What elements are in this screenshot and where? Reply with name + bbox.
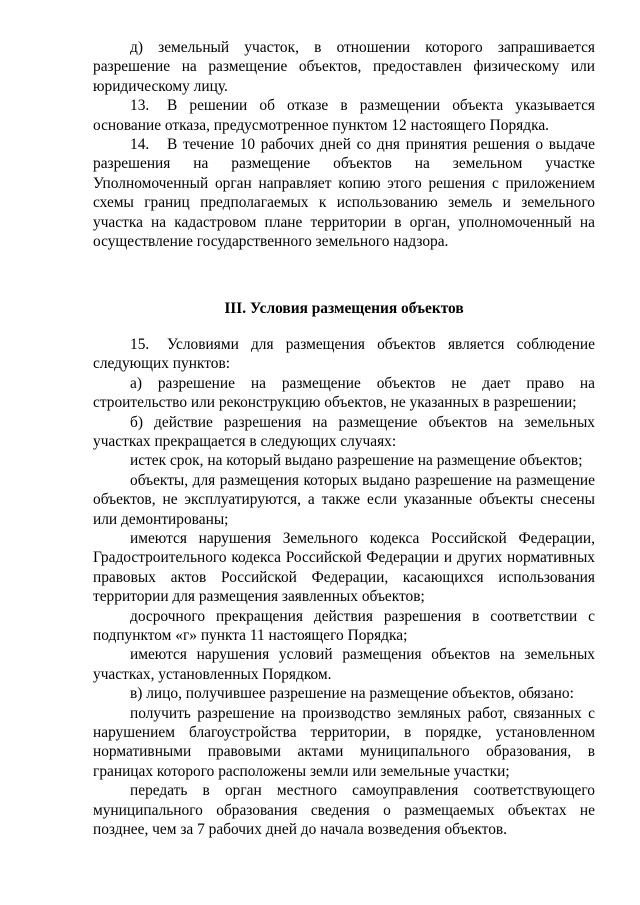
section-heading: III. Условия размещения объектов xyxy=(224,300,464,318)
paragraph-15-b-item-2: объекты, для размещения которых выдано разрешение на размещение объектов, не эксплуатируются, а также если указанные объекты снесены или демонтированы; xyxy=(93,471,595,528)
paragraph-14-number: 14. xyxy=(130,136,150,154)
paragraph-15-number: 15. xyxy=(130,335,150,353)
paragraph-15-b-item-4: досрочного прекращения действия разрешения в соответствии с подпунктом «г» пункта 11 настоящего Порядка; xyxy=(93,607,595,644)
paragraph-14-text: В течение 10 рабочих дней со дня принятия решения о выдаче разрешения на размещение объектов на земельном участке Уполномоченный орган направляет копию этого решения с приложением схемы границ предполагаемых к использованию земель и земельного участка на кадастровом плане территории в орган, уполномоченный на осуществление государственного земельного надзора. xyxy=(93,136,595,251)
paragraph-14 xyxy=(93,135,595,251)
paragraph-15-c-item-1: получить разрешение на производство земляных работ, связанных с нарушением благоустройства территории, в порядке, установленном нормативными правовыми актами муниципального образования, в границах которого расположены земли или земельные участки; xyxy=(93,704,595,780)
paragraph-15-c: в) лицо, получившее разрешение на размещение объектов, обязано: xyxy=(130,685,574,703)
paragraph-15 xyxy=(93,335,595,374)
paragraph-13-number: 13. xyxy=(130,97,150,115)
paragraph-15-text: Условиями для размещения объектов является соблюдение следующих пунктов: xyxy=(93,335,595,373)
paragraph-d: д) земельный участок, в отношении которого запрашивается разрешение на размещение объектов, предоставлен физическому или юридическому лицу. xyxy=(93,39,595,95)
paragraph-15-b-item-3: имеются нарушения Земельного кодекса Российской Федерации, Градостроительного кодекса Российской Федерации и других нормативных правовых актов Российской Федерации, касающихся использования территории для размещения заявленных объектов; xyxy=(93,529,595,606)
paragraph-15-b: б) действие разрешения на размещение объектов на земельных участках прекращается в следующих случаях: xyxy=(93,413,595,450)
paragraph-15-c-item-2: передать в орган местного самоуправления соответствующего муниципального образования сведения о размещаемых объектах не позднее, чем за 7 рабочих дней до начала возведения объектов. xyxy=(93,782,595,839)
document-page xyxy=(93,38,595,839)
paragraph-13-text: В решении об отказе в размещении объекта указывается основание отказа, предусмотренное пунктом 12 настоящего Порядка. xyxy=(93,97,595,134)
paragraph-15-b-item-1: истек срок, на который выдано разрешение на размещение объектов; xyxy=(130,452,583,470)
paragraph-15-a: а) разрешение на размещение объектов не дает право на строительство или реконструкцию объектов, не указанных в разрешении; xyxy=(93,374,595,412)
paragraph-15-b-item-5: имеются нарушения условий размещения объектов на земельных участках, установленных Порядком. xyxy=(93,646,595,683)
paragraph-13 xyxy=(93,96,595,135)
